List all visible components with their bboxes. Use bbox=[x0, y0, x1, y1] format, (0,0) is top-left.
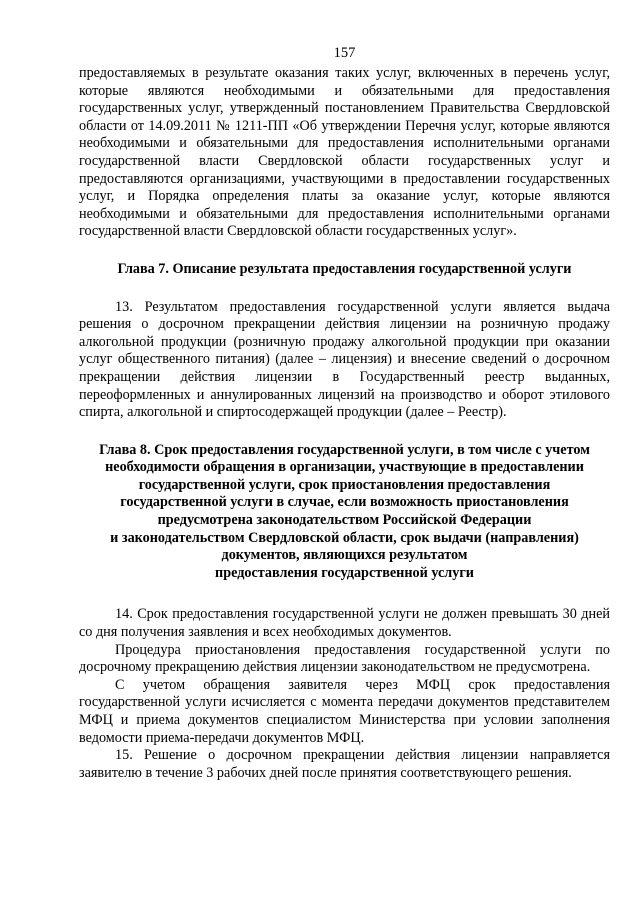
chapter-8-heading bbox=[79, 442, 610, 583]
page-number: 157 bbox=[333, 45, 356, 61]
chapter-8-paragraph-15: 15. Решение о досрочном прекращении действия лицензии направляется заявителю в течение 3 рабочих дней после принятия соответствующего решения. bbox=[79, 747, 610, 781]
chapter-7-heading: Глава 7. Описание результата предоставления государственной услуги bbox=[117, 260, 572, 277]
chapter-8-heading-line: государственной услуги в случае, если возможность приостановления bbox=[120, 494, 569, 511]
chapter-8-heading-line: предусмотрена законодательством Российской Федерации bbox=[157, 512, 532, 529]
intro-paragraph: предоставляемых в результате оказания таких услуг, включенных в перечень услуг, которые являются необходимыми и обязательными для предоставления государственных услуг, утвержденный постановлением Правительства Свердловской области от 14.09.2011 № 1211-ПП «Об утверждении Перечня услуг, которые являются необходимыми и обязательными для предоставления исполнительными органами государственной власти Свердловской области государственных услуг и предоставляются организациями, участвующими в предоставлении государственных услуг, и Порядка определения платы за оказание услуг, которые являются необходимыми и обязательными для предоставления исполнительными органами государственной власти Свердловской области государственных услуг». bbox=[79, 65, 610, 240]
chapter-8-paragraph-suspension: Процедура приостановления предоставления государственной услуги по досрочному прекращению действия лицензии законодательством не предусмотрена. bbox=[79, 641, 610, 676]
document-page bbox=[79, 0, 610, 905]
chapter-8-paragraph-14: 14. Срок предоставления государственной услуги не должен превышать 30 дней со дня получения заявления и всех необходимых документов. bbox=[79, 606, 610, 641]
chapter-8-heading-line: необходимости обращения в организации, участвующие в предоставлении bbox=[105, 459, 584, 476]
chapter-8-heading-line: предоставления государственной услуги bbox=[215, 564, 474, 581]
chapter-8-paragraph-mfc: С учетом обращения заявителя через МФЦ срок предоставления государственной услуги исчисляется с момента передачи документов представителем МФЦ и приема документов специалистом Министерства при условии заполнения ведомости приема-передачи документов МФЦ. bbox=[79, 676, 610, 746]
chapter-8-heading-line: Глава 8. Срок предоставления государственной услуги, в том числе с учетом bbox=[99, 441, 590, 458]
chapter-8-heading-line: документов, являющихся результатом bbox=[221, 547, 468, 564]
chapter-8-heading-line: и законодательством Свердловской области, срок выдачи (направления) bbox=[110, 529, 579, 546]
document-content bbox=[79, 65, 610, 782]
chapter-7-paragraph-13: 13. Результатом предоставления государственной услуги является выдача решения о досрочном прекращении действия лицензии на розничную продажу алкогольной продукции (розничную продажу алкогольной продукции при оказании услуг общественного питания) (далее – лицензия) и внесение сведений о досрочном прекращении действия лицензии в Государственный реестр выданных, переоформленных и аннулированных лицензий на производство и оборот этилового спирта, алкогольной и спиртосодержащей продукции (далее – Реестр). bbox=[79, 298, 610, 421]
chapter-8-heading-line: государственной услуги, срок приостановления предоставления bbox=[138, 476, 551, 493]
